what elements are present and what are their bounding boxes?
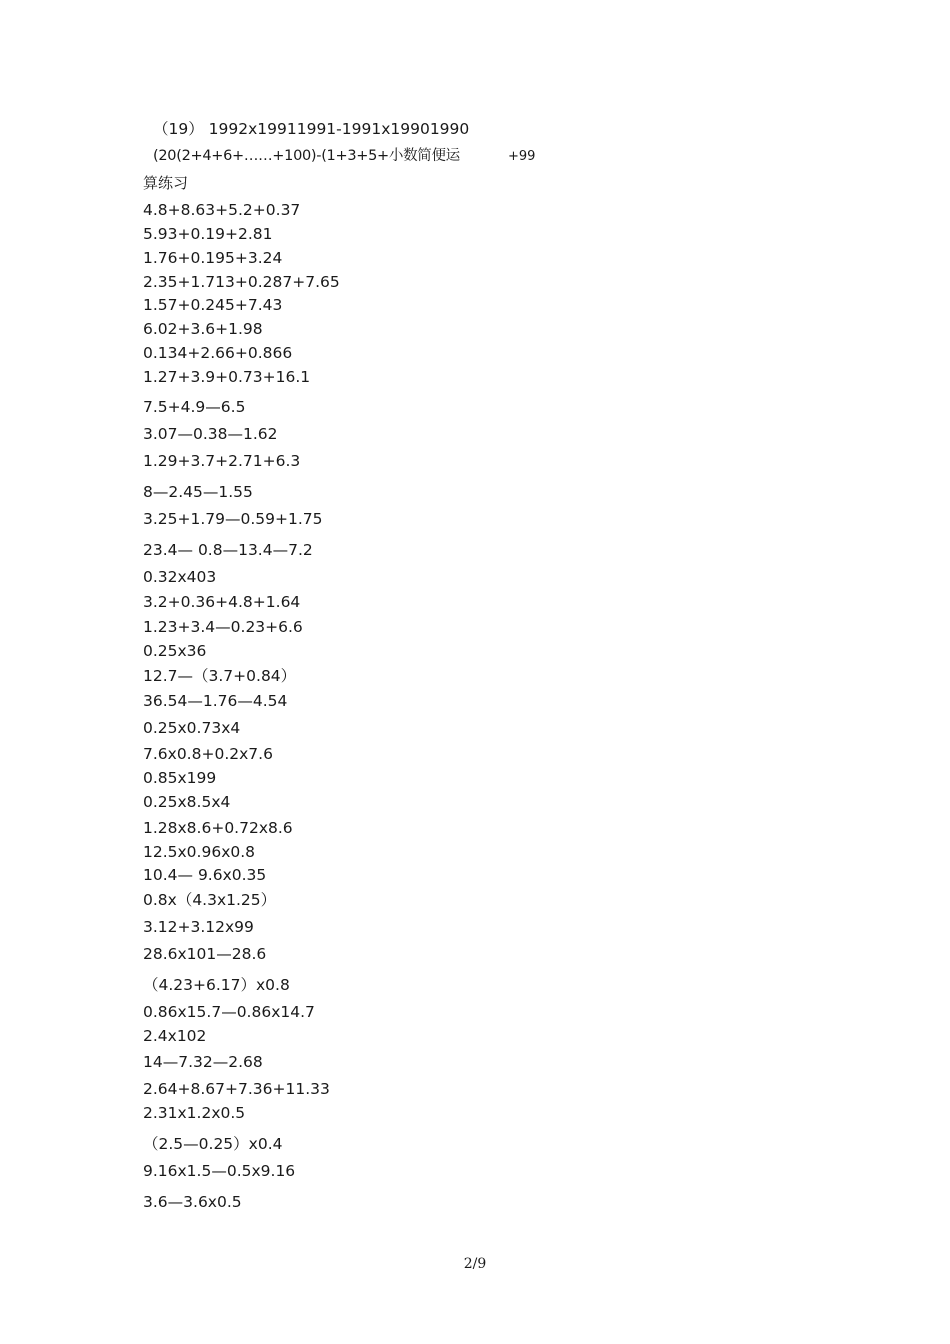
problem-line: 7.6x0.8+0.2x7.6 [143, 745, 273, 763]
problem-line: 3.07—0.38—1.62 [143, 425, 278, 443]
problem-line: 28.6x101—28.6 [143, 945, 267, 963]
problem-line: 3.2+0.36+4.8+1.64 [143, 593, 301, 611]
problem-line: 5.93+0.19+2.81 [143, 225, 273, 243]
problem-line: 3.25+1.79—0.59+1.75 [143, 510, 323, 528]
problem-line: 8—2.45—1.55 [143, 483, 253, 501]
header-item-20: (20(2+4+6+……+100)-(1+3+5+小数简便运 [153, 148, 460, 164]
page-number: 2/9 [463, 1256, 487, 1272]
problem-line: 2.4x102 [143, 1027, 207, 1045]
problem-line: 1.57+0.245+7.43 [143, 296, 283, 314]
problem-line: 2.64+8.67+7.36+11.33 [143, 1080, 330, 1098]
problem-line: （4.23+6.17）x0.8 [143, 976, 290, 994]
problem-line: 0.134+2.66+0.866 [143, 344, 293, 362]
problem-line: 1.23+3.4—0.23+6.6 [143, 618, 303, 636]
header-item-19: （19） 1992x19911991-1991x19901990 [153, 120, 470, 138]
problem-line: 4.8+8.63+5.2+0.37 [143, 201, 301, 219]
problem-line: 23.4— 0.8—13.4—7.2 [143, 541, 313, 559]
problem-line: （2.5—0.25）x0.4 [143, 1135, 283, 1153]
problem-line: 12.5x0.96x0.8 [143, 843, 256, 861]
problem-line: 1.76+0.195+3.24 [143, 249, 283, 267]
problem-line: 9.16x1.5—0.5x9.16 [143, 1162, 296, 1180]
problem-line: 7.5+4.9—6.5 [143, 398, 246, 416]
problem-line: 2.35+1.713+0.287+7.65 [143, 273, 340, 291]
problem-line: 0.8x（4.3x1.25） [143, 891, 277, 909]
problem-line: 14—7.32—2.68 [143, 1053, 263, 1071]
problem-line: 0.86x15.7—0.86x14.7 [143, 1003, 315, 1021]
section-title: 算练习 [143, 174, 189, 192]
problem-line: 0.25x0.73x4 [143, 719, 241, 737]
problem-line: 0.32x403 [143, 568, 217, 586]
problem-line: 2.31x1.2x0.5 [143, 1104, 246, 1122]
problem-line: 6.02+3.6+1.98 [143, 320, 263, 338]
problem-line: 0.85x199 [143, 769, 217, 787]
problem-line: 0.25x36 [143, 642, 207, 660]
problem-line: 3.6—3.6x0.5 [143, 1193, 242, 1211]
problem-line: 1.27+3.9+0.73+16.1 [143, 368, 311, 386]
problem-line: 1.28x8.6+0.72x8.6 [143, 819, 293, 837]
problem-line: 3.12+3.12x99 [143, 918, 254, 936]
problem-line: 12.7—（3.7+0.84） [143, 667, 297, 685]
problem-line: 36.54—1.76—4.54 [143, 692, 288, 710]
problem-line: 10.4— 9.6x0.35 [143, 866, 267, 884]
problem-line: 1.29+3.7+2.71+6.3 [143, 452, 301, 470]
problem-line: 0.25x8.5x4 [143, 793, 231, 811]
header-item-20-suffix: +99 [508, 149, 536, 164]
